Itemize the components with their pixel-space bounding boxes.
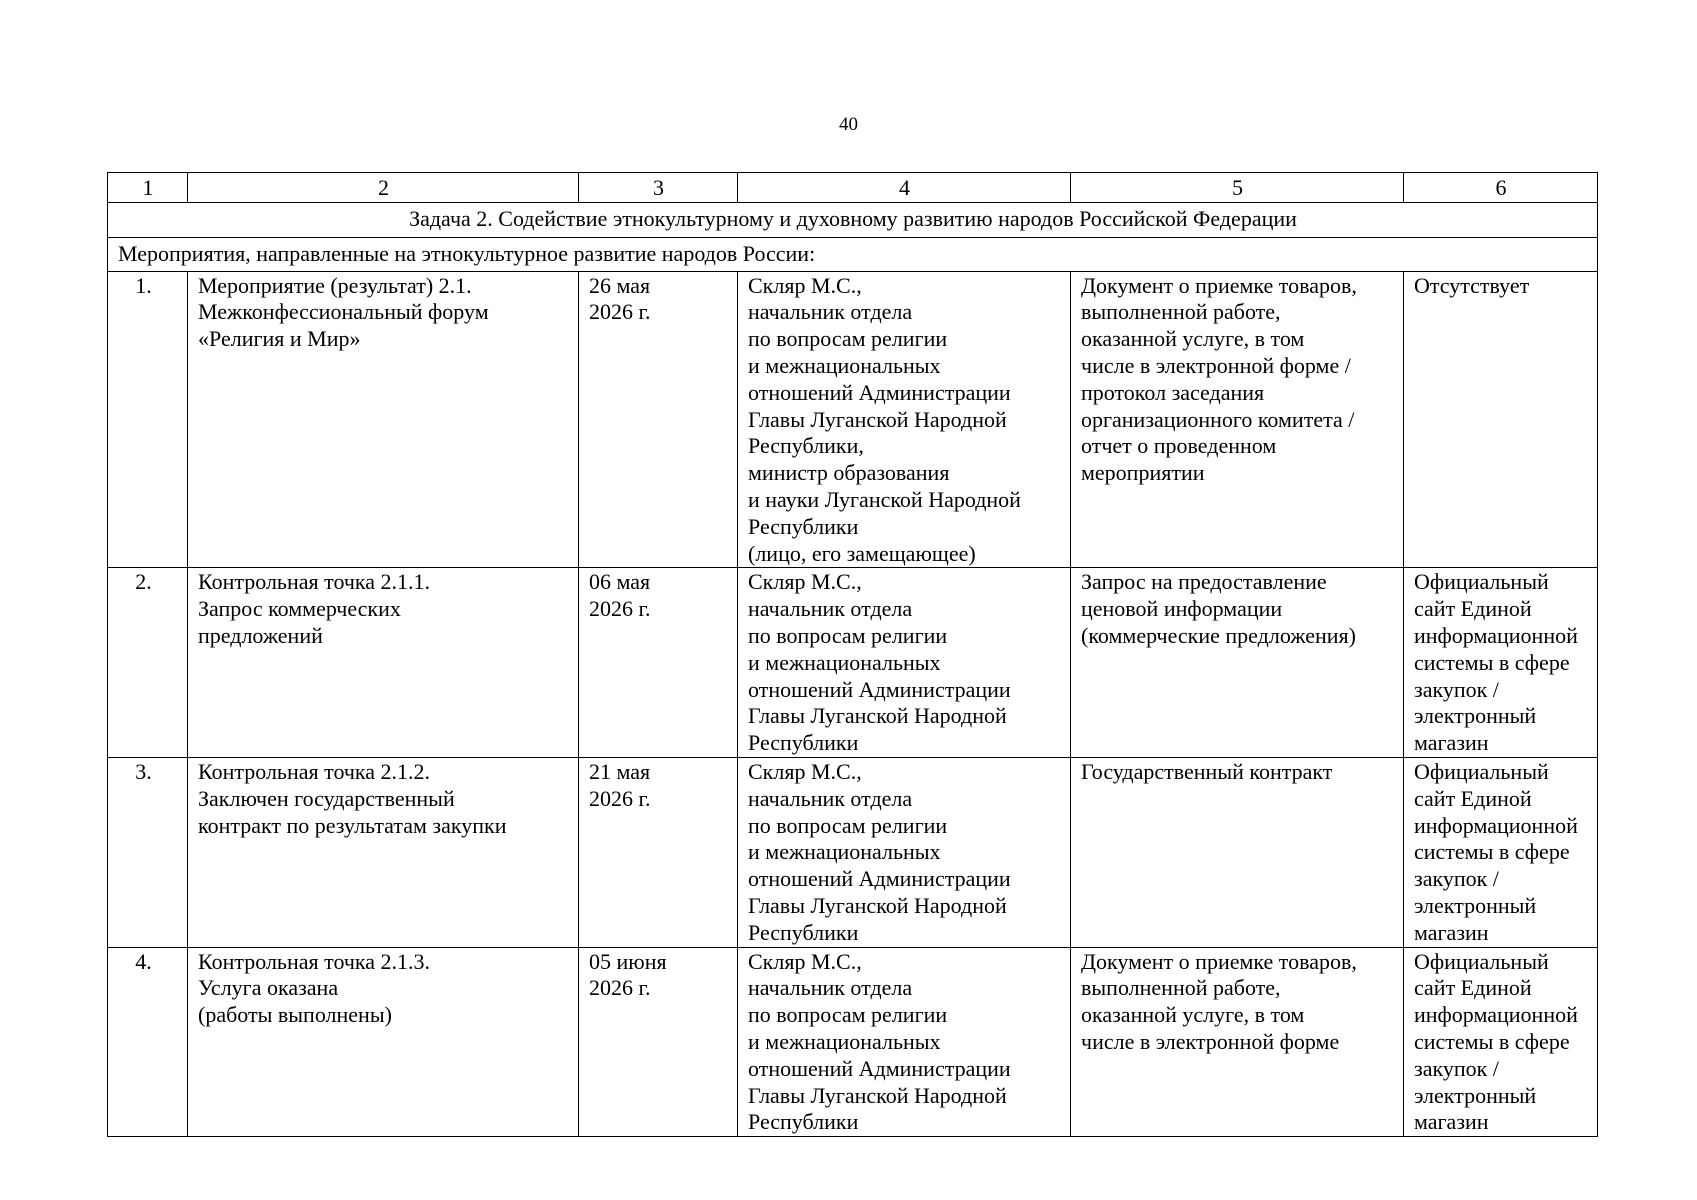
table-row	[108, 568, 1598, 758]
column-number-row	[108, 173, 1598, 203]
document-cell: Государственный контракт	[1071, 757, 1404, 947]
responsible-cell: Скляр М.С., начальник отдела по вопросам религии и межнациональных отношений Администрации Главы Луганской Народной Республики	[738, 568, 1071, 758]
plan-table	[107, 172, 1598, 1137]
section-heading-row	[108, 237, 1598, 271]
system-cell: Официальный сайт Единой информационной системы в сфере закупок / электронный магазин	[1404, 568, 1598, 758]
row-number: 4.	[108, 947, 188, 1137]
column-number: 4	[738, 173, 1071, 203]
document-cell: Документ о приемке товаров, выполненной работе, оказанной услуге, в том числе в электронной форме	[1071, 947, 1404, 1137]
event-cell: Контрольная точка 2.1.3. Услуга оказана (работы выполнены)	[188, 947, 579, 1137]
system-cell: Отсутствует	[1404, 271, 1598, 568]
table-row	[108, 271, 1598, 568]
responsible-cell: Скляр М.С., начальник отдела по вопросам религии и межнациональных отношений Администрации Главы Луганской Народной Республики	[738, 947, 1071, 1137]
task-heading-row	[108, 203, 1598, 238]
column-number: 5	[1071, 173, 1404, 203]
system-cell: Официальный сайт Единой информационной системы в сфере закупок / электронный магазин	[1404, 757, 1598, 947]
responsible-cell: Скляр М.С., начальник отдела по вопросам религии и межнациональных отношений Администрации Главы Луганской Народной Республики	[738, 757, 1071, 947]
document-cell: Запрос на предоставление ценовой информации (коммерческие предложения)	[1071, 568, 1404, 758]
column-number: 2	[188, 173, 579, 203]
date-cell: 21 мая 2026 г.	[579, 757, 738, 947]
responsible-cell: Скляр М.С., начальник отдела по вопросам религии и межнациональных отношений Администрации Главы Луганской Народной Республики, министр образования и науки Луганской Народной Республики (лицо, его замещающее)	[738, 271, 1071, 568]
page-number: 40	[839, 114, 858, 135]
table-row	[108, 757, 1598, 947]
event-cell: Контрольная точка 2.1.1. Запрос коммерческих предложений	[188, 568, 579, 758]
table-row	[108, 947, 1598, 1137]
date-cell: 26 мая 2026 г.	[579, 271, 738, 568]
event-cell: Мероприятие (результат) 2.1. Межконфессиональный форум «Религия и Мир»	[188, 271, 579, 568]
event-cell: Контрольная точка 2.1.2. Заключен государственный контракт по результатам закупки	[188, 757, 579, 947]
row-number: 1.	[108, 271, 188, 568]
column-number: 6	[1404, 173, 1598, 203]
date-cell: 05 июня 2026 г.	[579, 947, 738, 1137]
row-number: 2.	[108, 568, 188, 758]
section-heading: Мероприятия, направленные на этнокультурное развитие народов России:	[108, 237, 1598, 271]
row-number: 3.	[108, 757, 188, 947]
column-number: 3	[579, 173, 738, 203]
document-cell: Документ о приемке товаров, выполненной работе, оказанной услуге, в том числе в электронной форме / протокол заседания организационного комитета / отчет о проведенном мероприятии	[1071, 271, 1404, 568]
column-number: 1	[108, 173, 188, 203]
task-heading: Задача 2. Содействие этнокультурному и духовному развитию народов Российской Федерации	[108, 203, 1598, 238]
date-cell: 06 мая 2026 г.	[579, 568, 738, 758]
system-cell: Официальный сайт Единой информационной системы в сфере закупок / электронный магазин	[1404, 947, 1598, 1137]
